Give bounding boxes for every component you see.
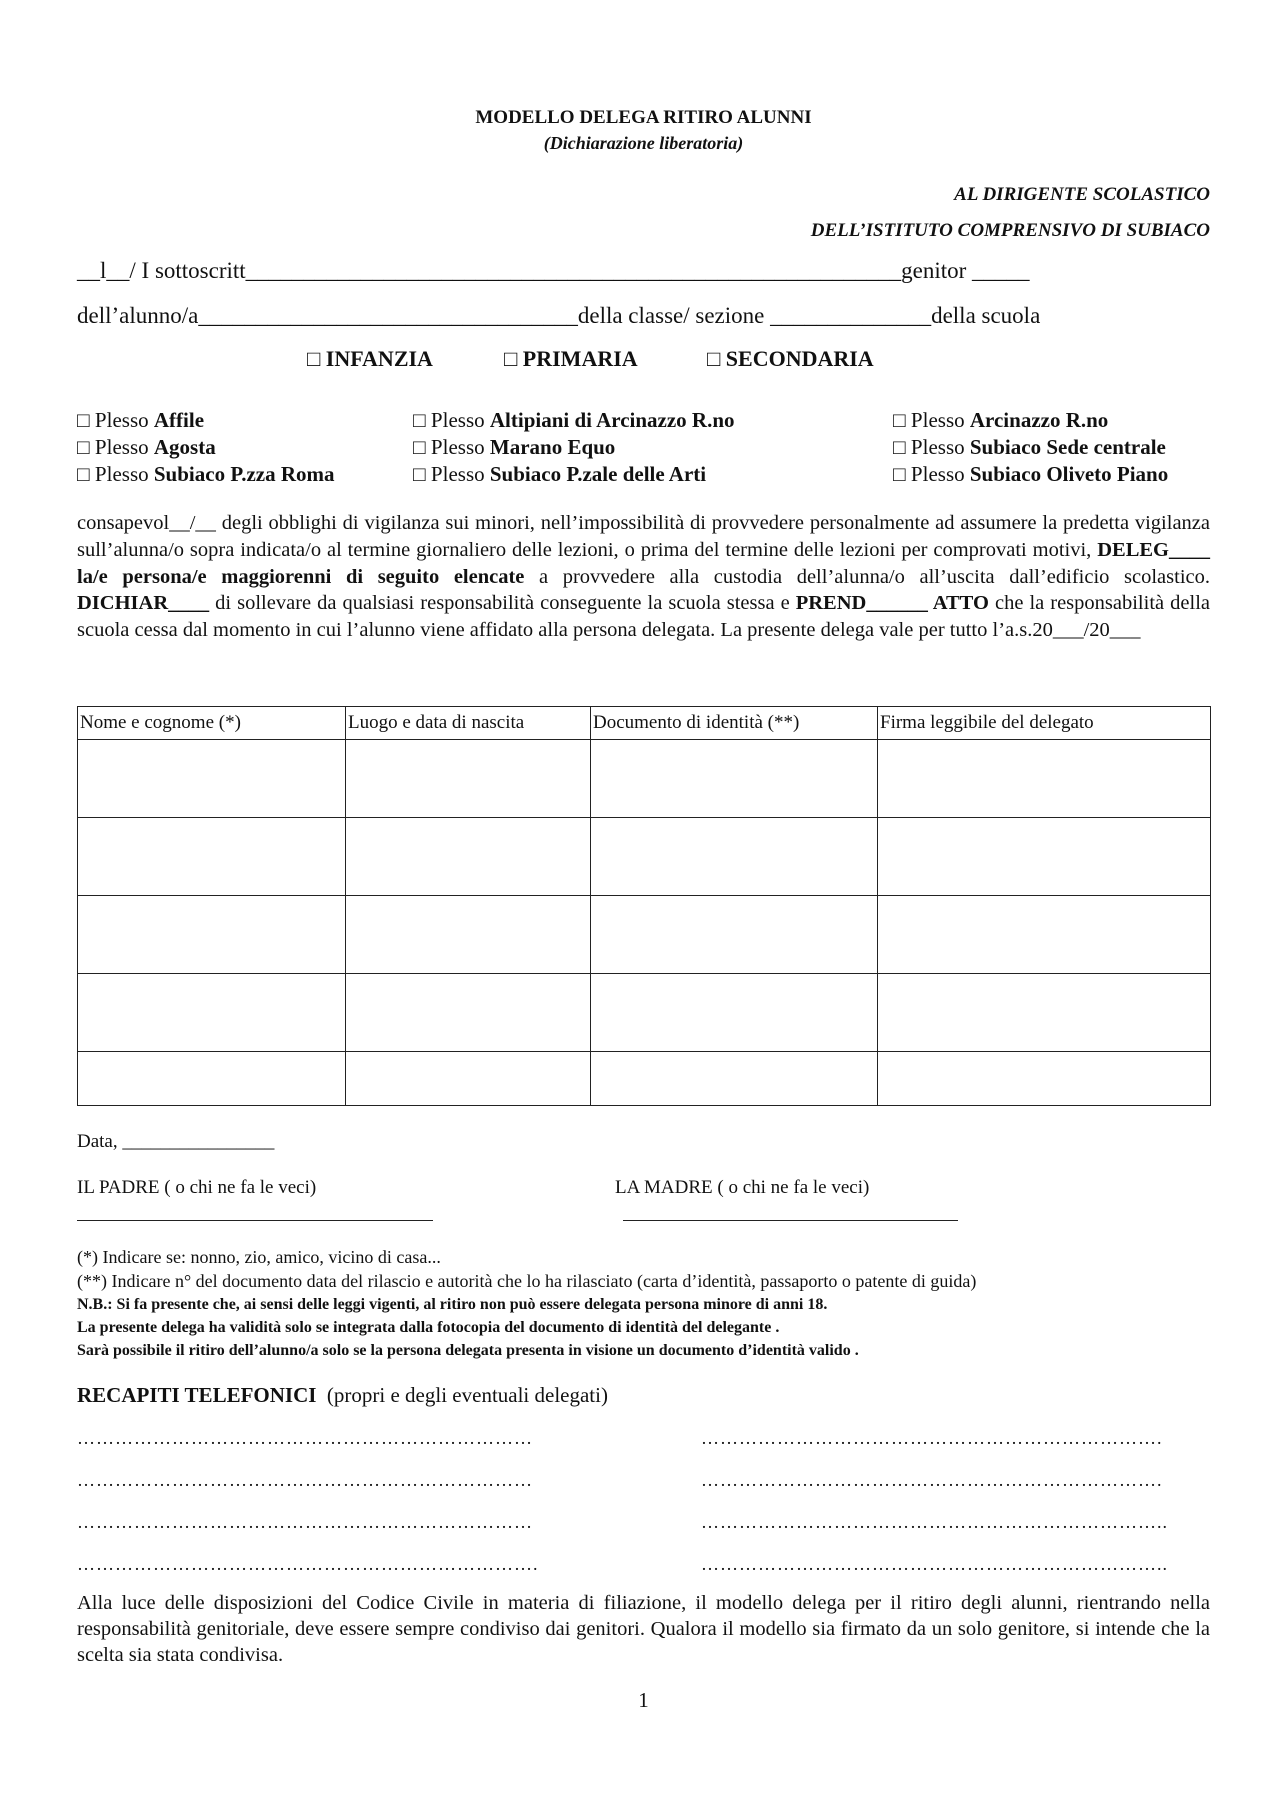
table-cell[interactable] [346,740,591,818]
father-signature-line[interactable] [77,1220,433,1221]
plesso-marano-equo[interactable] [413,435,615,460]
phones-title: RECAPITI TELEFONICI [77,1383,317,1407]
declaration-text: consapevol__/__ degli obblighi di vigilanza sui minori, nell’impossibilità di provvedere personalmente ad assumere la predetta vigilanza sull’alunna/o sopra indicata/o al termine giornaliero delle lezioni, o prima del termine delle lezioni per comprovati motivi, [77,512,1210,561]
table-cell[interactable] [78,818,346,896]
plesso-affile[interactable] [77,408,204,433]
table-cell[interactable] [591,818,878,896]
plesso-arcinazzo[interactable] [893,408,1108,433]
plesso-checkbox-label: □ Plesso [77,435,154,459]
table-row [78,818,1211,896]
father-label: IL PADRE ( o chi ne fa le veci) [77,1177,317,1198]
note-nb-minor: N.B.: Si fa presente che, ai sensi delle leggi vigenti, al ritiro non può essere delegata persona minore di anni 18. [77,1296,828,1313]
table-cell[interactable] [591,896,878,974]
phone-line-right-2[interactable]: ………………………………………………………………. [701,1470,1163,1490]
table-row [78,1052,1211,1106]
note-id-required: Sarà possibile il ritiro dell’alunno/a solo se la persona delegata presenta in visione un documento d’identità valido . [77,1342,859,1359]
table-cell[interactable] [346,1052,591,1106]
declaration-bold: DICHIAR____ [77,592,210,615]
declaration-text: di sollevare da qualsiasi responsabilità conseguente la scuola stessa e [209,592,796,615]
plesso-name: Agosta [153,435,216,459]
page-number: 1 [638,1688,649,1712]
document-subtitle: (Dichiarazione liberatoria) [543,133,744,153]
table-cell[interactable] [346,974,591,1052]
delegates-table [77,706,1211,1106]
document-title: MODELLO DELEGA RITIRO ALUNNI [475,107,812,128]
table-header-row [78,707,1211,740]
order-secondaria[interactable]: □ SECONDARIA [707,346,874,371]
class-school-field: ____________della classe/ sezione ______________della scuola [439,303,1041,328]
declaration-bold: PREND______ ATTO [795,592,989,615]
closing-paragraph: Alla luce delle disposizioni del Codice Civile in materia di filiazione, il modello delega per il ritiro degli alunni, rientrando nella responsabilità genitoriale, deve essere sempre condiviso dai genitori. Qualora il modello sia firmato da un solo genitore, si intende che la scelta sia stata condivisa. [77,1592,1210,1666]
plesso-agosta[interactable] [77,435,216,460]
col-header-signature: Firma leggibile del delegato [878,707,1211,740]
document-page [77,0,1210,1811]
plesso-altipiani[interactable] [413,408,735,433]
recipient-line-1: AL DIRIGENTE SCOLASTICO [954,184,1210,205]
table-cell[interactable] [878,1052,1211,1106]
plesso-checkbox-label: □ Plesso [77,462,154,486]
table-cell[interactable] [78,896,346,974]
phone-line-right-1[interactable]: ………………………………………………………………. [701,1428,1163,1448]
plesso-checkbox-label: □ Plesso [413,435,490,459]
table-cell[interactable] [878,896,1211,974]
mother-signature-line[interactable] [623,1220,958,1221]
phone-line-left-3[interactable]: ……………………………………………………………… [77,1512,533,1532]
phones-subtitle: (propri e degli eventuali delegati) [326,1383,608,1407]
plesso-subiaco-pzza-roma[interactable] [77,462,335,487]
plesso-name: Subiaco Sede centrale [969,435,1166,459]
plesso-checkbox-label: □ Plesso [413,408,490,432]
plesso-name: Altipiani di Arcinazzo R.no [489,408,735,432]
signer-line: __l__/ I sottoscritt_________________________________________________________genitor _____ [77,258,1030,283]
plesso-name: Arcinazzo R.no [969,408,1109,432]
table-cell[interactable] [78,974,346,1052]
col-header-document: Documento di identità (**) [591,707,878,740]
plesso-name: Subiaco P.zale delle Arti [489,462,707,486]
student-line [77,303,1210,329]
plesso-checkbox-label: □ Plesso [893,408,970,432]
plesso-checkbox-label: □ Plesso [77,408,154,432]
declaration-text: a provvedere alla custodia dell’alunna/o all’uscita dall’edificio scolastico. [524,565,1210,588]
table-cell[interactable] [78,1052,346,1106]
recipient-line-2: DELL’ISTITUTO COMPRENSIVO DI SUBIACO [810,220,1210,241]
note-photocopy: La presente delega ha validità solo se integrata dalla fotocopia del documento di identità del delegante . [77,1319,780,1336]
plesso-subiaco-pzale-arti[interactable] [413,462,706,487]
phone-line-left-4[interactable]: ………………………………………………………………. [77,1554,539,1574]
plesso-subiaco-sede-centrale[interactable] [893,435,1166,460]
student-name-field: dell’alunno/a_____________________ [77,303,440,328]
phone-line-right-3[interactable]: ……………………………………………………………….. [701,1512,1168,1532]
table-cell[interactable] [878,818,1211,896]
plesso-checkbox-label: □ Plesso [413,462,490,486]
note-relationship: (*) Indicare se: nonno, zio, amico, vicino di casa... [77,1247,441,1267]
table-cell[interactable] [591,740,878,818]
table-cell[interactable] [78,740,346,818]
plesso-subiaco-oliveto-piano[interactable] [893,462,1168,487]
declaration-text: che la responsabilità della scuola cessa dal momento in cui l’alunno viene affidato alla persona delegata. La presente delega vale per tutto l’a.s.20___/20___ [77,592,1210,642]
plesso-name: Affile [153,408,205,432]
table-cell[interactable] [346,818,591,896]
table-cell[interactable] [878,740,1211,818]
date-field: Data, ________________ [77,1131,275,1152]
plesso-name: Subiaco P.zza Roma [153,462,335,486]
order-primaria[interactable]: □ PRIMARIA [504,346,638,371]
phones-heading [77,1383,608,1408]
col-header-birth: Luogo e data di nascita [346,707,591,740]
plesso-checkbox-label: □ Plesso [893,435,970,459]
table-cell[interactable] [591,974,878,1052]
table-row [78,896,1211,974]
mother-label: LA MADRE ( o chi ne fa le veci) [615,1177,870,1198]
table-row [78,974,1211,1052]
plesso-name: Subiaco Oliveto Piano [969,462,1169,486]
table-row [78,740,1211,818]
declaration-bold: DELEG____ la/e persona/e maggiorenni di seguito elencate [77,538,1210,588]
table-cell[interactable] [878,974,1211,1052]
declaration-paragraph [77,510,1210,644]
table-cell[interactable] [591,1052,878,1106]
plesso-checkbox-label: □ Plesso [893,462,970,486]
note-document: (**) Indicare n° del documento data del rilascio e autorità che lo ha rilasciato (carta d’identità, passaporto o patente di guida) [77,1271,977,1291]
phone-line-left-2[interactable]: ……………………………………………………………… [77,1470,533,1490]
order-infanzia[interactable]: □ INFANZIA [307,346,433,371]
table-cell[interactable] [346,896,591,974]
col-header-name: Nome e cognome (*) [78,707,346,740]
phone-line-left-1[interactable]: ……………………………………………………………… [77,1428,533,1448]
phone-line-right-4[interactable]: ……………………………………………………………….. [701,1554,1168,1574]
plesso-name: Marano Equo [489,435,616,459]
